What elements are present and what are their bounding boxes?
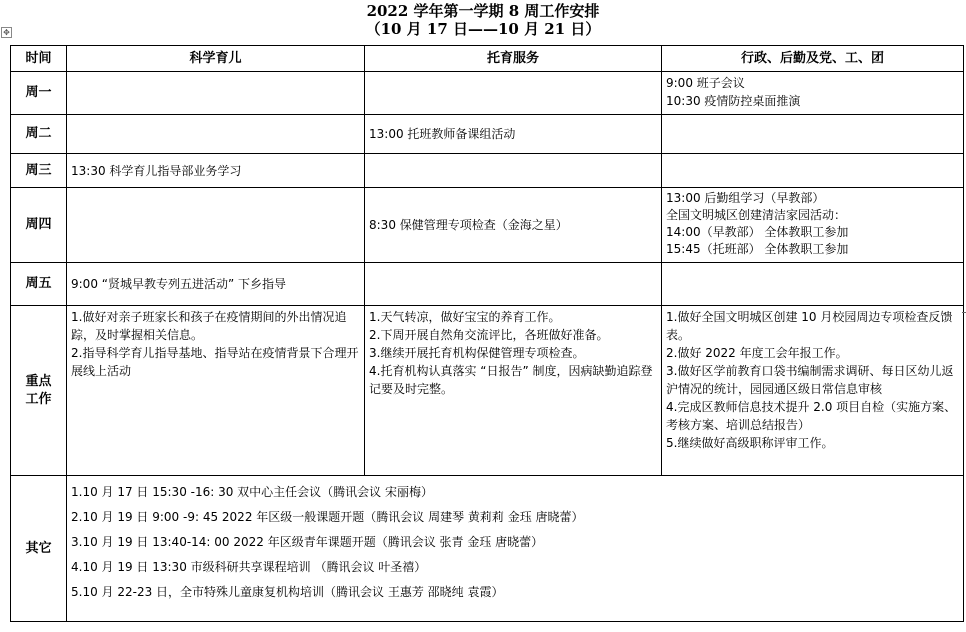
cell-mon-science[interactable] xyxy=(67,72,365,115)
cell-tue-science[interactable] xyxy=(67,115,365,154)
focus-science-item: 2.指导科学育儿指导基地、指导站在疫情背景下合理开展线上活动 xyxy=(71,346,359,378)
cell-focus-childcare[interactable] xyxy=(365,306,662,476)
header-time: 时间 xyxy=(11,46,67,72)
focus-childcare-item: 4.托育机构认真落实 “日报告” 制度，因病缺勤追踪登记要及时完整。 xyxy=(369,364,653,396)
cell-fri-admin[interactable] xyxy=(662,263,964,306)
focus-admin-item: 5.继续做好高级职称评审工作。 xyxy=(666,436,834,450)
title-line-1: 2022 学年第一学期 8 周工作安排 xyxy=(366,2,600,20)
cell-mon-childcare[interactable] xyxy=(365,72,662,115)
cell-mon-admin[interactable] xyxy=(662,72,964,115)
cell-wed-admin[interactable] xyxy=(662,154,964,188)
day-tuesday: 周二 xyxy=(11,115,67,154)
focus-admin-item: 1.做好全国文明城区创建 10 月校园周边专项检查反馈表。 xyxy=(666,310,953,342)
row-wednesday xyxy=(11,154,964,188)
day-thursday: 周四 xyxy=(11,188,67,263)
header-science: 科学育儿 xyxy=(67,46,365,72)
thu-admin-line: 13:00 后勤组学习（早教部） xyxy=(666,191,825,205)
row-monday xyxy=(11,72,964,115)
focus-admin-item: 3.做好区学前教育口袋书编制需求调研、每日区幼儿返沪情况的统计，园园通区级日常信息审核 xyxy=(666,364,954,396)
other-item: 2.10 月 19 日 9:00 -9: 45 2022 年区级一般课题开题（腾讯会议 周建琴 黄莉莉 金珏 唐晓蕾） xyxy=(71,510,584,524)
thu-admin-line: 14:00（早教部） 全体教职工参加 xyxy=(666,225,849,239)
mon-admin-line: 10:30 疫情防控桌面推演 xyxy=(666,94,801,108)
cell-fri-childcare[interactable] xyxy=(365,263,662,306)
header-childcare: 托育服务 xyxy=(365,46,662,72)
thu-admin-line: 全国文明城区创建清洁家园活动： xyxy=(666,208,847,222)
focus-childcare-item: 3.继续开展托育机构保健管理专项检查。 xyxy=(369,346,585,360)
cell-thu-childcare[interactable]: 8:30 保健管理专项检查（金海之星） xyxy=(365,188,662,263)
row-friday xyxy=(11,263,964,306)
header-row xyxy=(11,46,964,72)
table-move-handle-icon[interactable]: ✥ xyxy=(1,27,12,38)
cell-thu-admin[interactable] xyxy=(662,188,964,263)
title-line-2: （10 月 17 日——10 月 21 日） xyxy=(365,20,601,38)
header-admin: 行政、后勤及党、工、团 xyxy=(662,46,964,72)
focus-label-line: 重点 xyxy=(25,373,52,389)
page-edge-marker xyxy=(962,312,966,313)
cell-tue-childcare[interactable]: 13:00 托班教师备课组活动 xyxy=(365,115,662,154)
row-thursday xyxy=(11,188,964,263)
day-wednesday: 周三 xyxy=(11,154,67,188)
other-item: 4.10 月 19 日 13:30 市级科研共享课程培训 （腾讯会议 叶圣禧） xyxy=(71,560,427,574)
other-label: 其它 xyxy=(11,476,67,622)
mon-admin-line: 9:00 班子会议 xyxy=(666,76,745,90)
row-focus-work xyxy=(11,306,964,476)
day-friday: 周五 xyxy=(11,263,67,306)
row-tuesday xyxy=(11,115,964,154)
focus-work-label xyxy=(11,306,67,476)
focus-admin-item: 2.做好 2022 年度工会年报工作。 xyxy=(666,346,848,360)
cell-focus-admin[interactable] xyxy=(662,306,964,476)
focus-childcare-item: 1.天气转凉，做好宝宝的养育工作。 xyxy=(369,310,561,324)
focus-childcare-item: 2.下周开展自然角交流评比，各班做好准备。 xyxy=(369,328,609,342)
focus-science-item: 1.做好对亲子班家长和孩子在疫情期间的外出情况追踪，及时掌握相关信息。 xyxy=(71,310,347,342)
day-monday: 周一 xyxy=(11,72,67,115)
focus-admin-item: 4.完成区教师信息技术提升 2.0 项目自检（实施方案、考核方案、培训总结报告） xyxy=(666,400,957,432)
cell-wed-childcare[interactable] xyxy=(365,154,662,188)
other-item: 1.10 月 17 日 15:30 -16: 30 双中心主任会议（腾讯会议 宋丽梅） xyxy=(71,485,433,499)
schedule-table xyxy=(10,45,964,622)
thu-admin-line: 15:45（托班部） 全体教职工参加 xyxy=(666,242,849,256)
cell-fri-science[interactable]: 9:00 “贤城早教专列五进活动” 下乡指导 xyxy=(67,263,365,306)
cell-other-items[interactable] xyxy=(67,476,964,622)
document-title xyxy=(0,2,966,38)
other-item: 5.10 月 22-23 日，全市特殊儿童康复机构培训（腾讯会议 王惠芳 邵晓纯 袁霞） xyxy=(71,585,504,599)
focus-label-line: 工作 xyxy=(25,391,52,407)
other-item: 3.10 月 19 日 13:40-14: 00 2022 年区级青年课题开题（腾讯会议 张青 金珏 唐晓蕾） xyxy=(71,535,544,549)
cell-tue-admin[interactable] xyxy=(662,115,964,154)
row-other xyxy=(11,476,964,622)
cell-focus-science[interactable] xyxy=(67,306,365,476)
cell-wed-science[interactable]: 13:30 科学育儿指导部业务学习 xyxy=(67,154,365,188)
cell-thu-science[interactable] xyxy=(67,188,365,263)
